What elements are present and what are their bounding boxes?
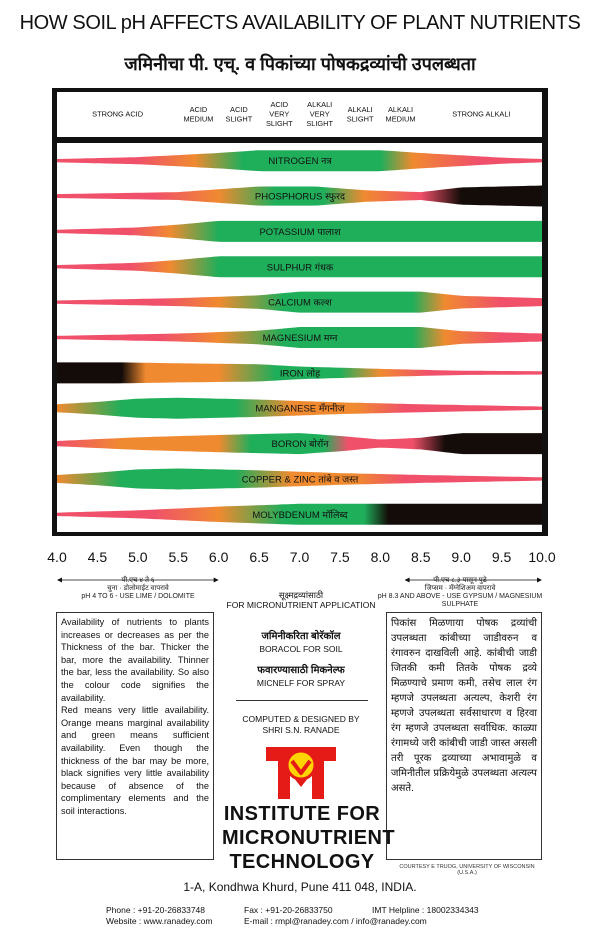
explanation-box-marathi: पिकांस मिळणाया पोषक द्रव्यांची उपलब्धता कांबीच्या जाडीवरुन व रंगावरुन दाखविली आहे. कांबीची जाडी जितकी कमी तितके पोषक द्रव्ये मिळण्याचे प्रमाण कमी, तसेच लाल रंग म्हणजे उपलब्धता अत्यल्प, केशरी रंग म्हणजे उपलब्धता सर्वसाधारण व हिरवा रंग म्हणजे उपलब्धता सर्वाधिक. काळ्या रंगामध्ये जरी कांबीची जाडी जास्त असली तरी पूरक द्रव्याच्या अभावामुळे व जमिनीतील प्रक्रियेमुळे उपलब्धता अत्यल्प असते. <box>386 612 542 860</box>
x-tick-label: 6.5 <box>249 549 269 565</box>
x-tick-label: 7.5 <box>330 549 350 565</box>
lime-note-en: pH 4 TO 6 - USE LIME / DOLOMITE <box>81 593 195 600</box>
designer-credit <box>222 714 380 736</box>
page-title-marathi: जमिनीचा पी. एच्. व पिकांच्या पोषकद्रव्यांची उपलब्धता <box>124 54 476 74</box>
band-label: IRON लोह <box>279 368 321 380</box>
page-title: HOW SOIL pH AFFECTS AVAILABILITY OF PLANT NUTRIENTS <box>19 12 581 34</box>
helpline: IMT Helpline : 18002334343 <box>372 905 479 915</box>
zone-label: STRONG ACID <box>92 109 144 119</box>
explanation-box-english <box>56 612 214 860</box>
center-divider <box>236 700 368 701</box>
x-tick-label: 6.0 <box>208 549 229 565</box>
band-label: CALCIUM कल्श <box>268 297 332 309</box>
band-label: POTASSIUM पालाश <box>259 226 341 238</box>
x-tick-label: 9.5 <box>491 549 512 565</box>
institute-line-3: TECHNOLOGY <box>229 851 375 873</box>
fax: Fax : +91-20-26833750 <box>244 905 333 915</box>
x-tick-label: 5.5 <box>168 549 188 565</box>
micnelf-mr: फवारण्यासाठी मिकनेल्फ <box>257 665 345 676</box>
band-label: MAGNESIUM मग्न <box>262 333 338 344</box>
email-link[interactable]: E-mail : rmpl@ranadey.com / info@ranadey.com <box>244 916 427 926</box>
band-label: SULPHUR गंधक <box>266 262 334 274</box>
courtesy-note: COURTESY E TRUOG, UNIVERSITY OF WISCONSIN (U.S.A.) <box>399 864 535 876</box>
band-label: MOLYBDENUM मॉलिब्द <box>252 509 348 521</box>
gypsum-note <box>370 577 550 609</box>
band-label: BORON बोरॉन <box>271 439 329 451</box>
lime-note <box>58 577 218 601</box>
phone: Phone : +91-20-26833748 <box>106 905 206 915</box>
x-tick-label: 4.5 <box>87 549 108 565</box>
x-tick-label: 9.0 <box>451 549 471 565</box>
x-tick-label: 8.0 <box>370 549 391 565</box>
x-tick-label: 8.5 <box>411 549 431 565</box>
institute-line-1: INSTITUTE FOR <box>223 803 381 825</box>
zone-label: ACID MEDIUM <box>183 104 214 124</box>
designer-name: SHRI S.N. RANADE <box>262 725 340 735</box>
zone-label: ACID VERY SLIGHT <box>265 100 293 128</box>
x-tick-label: 7.0 <box>289 549 310 565</box>
zone-label: ACID SLIGHT <box>225 104 253 124</box>
micnelf-block <box>222 662 380 688</box>
gypsum-note-mr: पी.एच ८.३ पासून पुढे <box>433 577 487 584</box>
lime-note-mr2: चुना · डोलोमाईट वापरावे <box>107 585 169 592</box>
gypsum-note-en: pH 8.3 AND ABOVE - USE GYPSUM / MAGNESIUM SULPHATE <box>377 593 543 608</box>
x-tick-label: 10.0 <box>528 549 556 565</box>
lime-note-mr: पी.एच ४ ते ६ <box>121 577 155 584</box>
imt-logo-icon <box>262 743 340 803</box>
institute-name <box>222 802 395 874</box>
micnelf-en: MICNELF FOR SPRAY <box>256 678 346 688</box>
band-label: COPPER & ZINC तांबे व जस्त <box>241 474 359 486</box>
boracol-block <box>222 628 380 654</box>
zone-label: ALKALI VERY SLIGHT <box>306 100 334 128</box>
zone-label: ALKALI MEDIUM <box>385 104 416 124</box>
band-label: MANGANESE मँगनीज <box>255 403 345 415</box>
explanation-paragraph: Availability of nutrients to plants increases or decreases as per the Thickness of the bar. Thicker the bar, more the availability. Thinner the bar, less the availability. So also the colour code signifies the availability. <box>61 617 209 703</box>
micronutrient-heading-en: FOR MICRONUTRIENT APPLICATION <box>226 600 376 610</box>
zone-label: STRONG ALKALI <box>452 109 511 119</box>
micronutrient-heading-mr: सूक्ष्मद्रव्यांसाठी <box>278 590 324 600</box>
x-tick-label: 4.0 <box>47 549 67 565</box>
explanation-paragraph: Red means very little availability. Orange means marginal availability and green means sufficient availability. Even though the thickness of the bar may be more, black signifies very little availability because of absence of the complimentary elements and the soil interactions. <box>61 705 209 816</box>
boracol-en: BORACOL FOR SOIL <box>259 644 343 654</box>
address: 1-A, Kondhwa Khurd, Pune 411 048, INDIA. <box>183 880 417 894</box>
gypsum-note-mr2: जिप्सम · मॅग्नेशिअम वापरावे <box>424 585 496 592</box>
computed-line: COMPUTED & DESIGNED BY <box>242 714 360 724</box>
band-label: NITROGEN नत्र <box>268 156 332 168</box>
x-tick-label: 5.0 <box>128 549 148 565</box>
zone-label: ALKALI SLIGHT <box>346 104 374 124</box>
boracol-mr: जमिनीकरिता बोरॅकॉल <box>261 631 341 642</box>
website-link[interactable]: Website : www.ranadey.com <box>106 916 213 926</box>
band-label: PHOSPHORUS स्फुरद <box>254 191 346 203</box>
micronutrient-heading <box>222 590 380 610</box>
institute-line-2: MICRONUTRIENT <box>222 827 395 849</box>
